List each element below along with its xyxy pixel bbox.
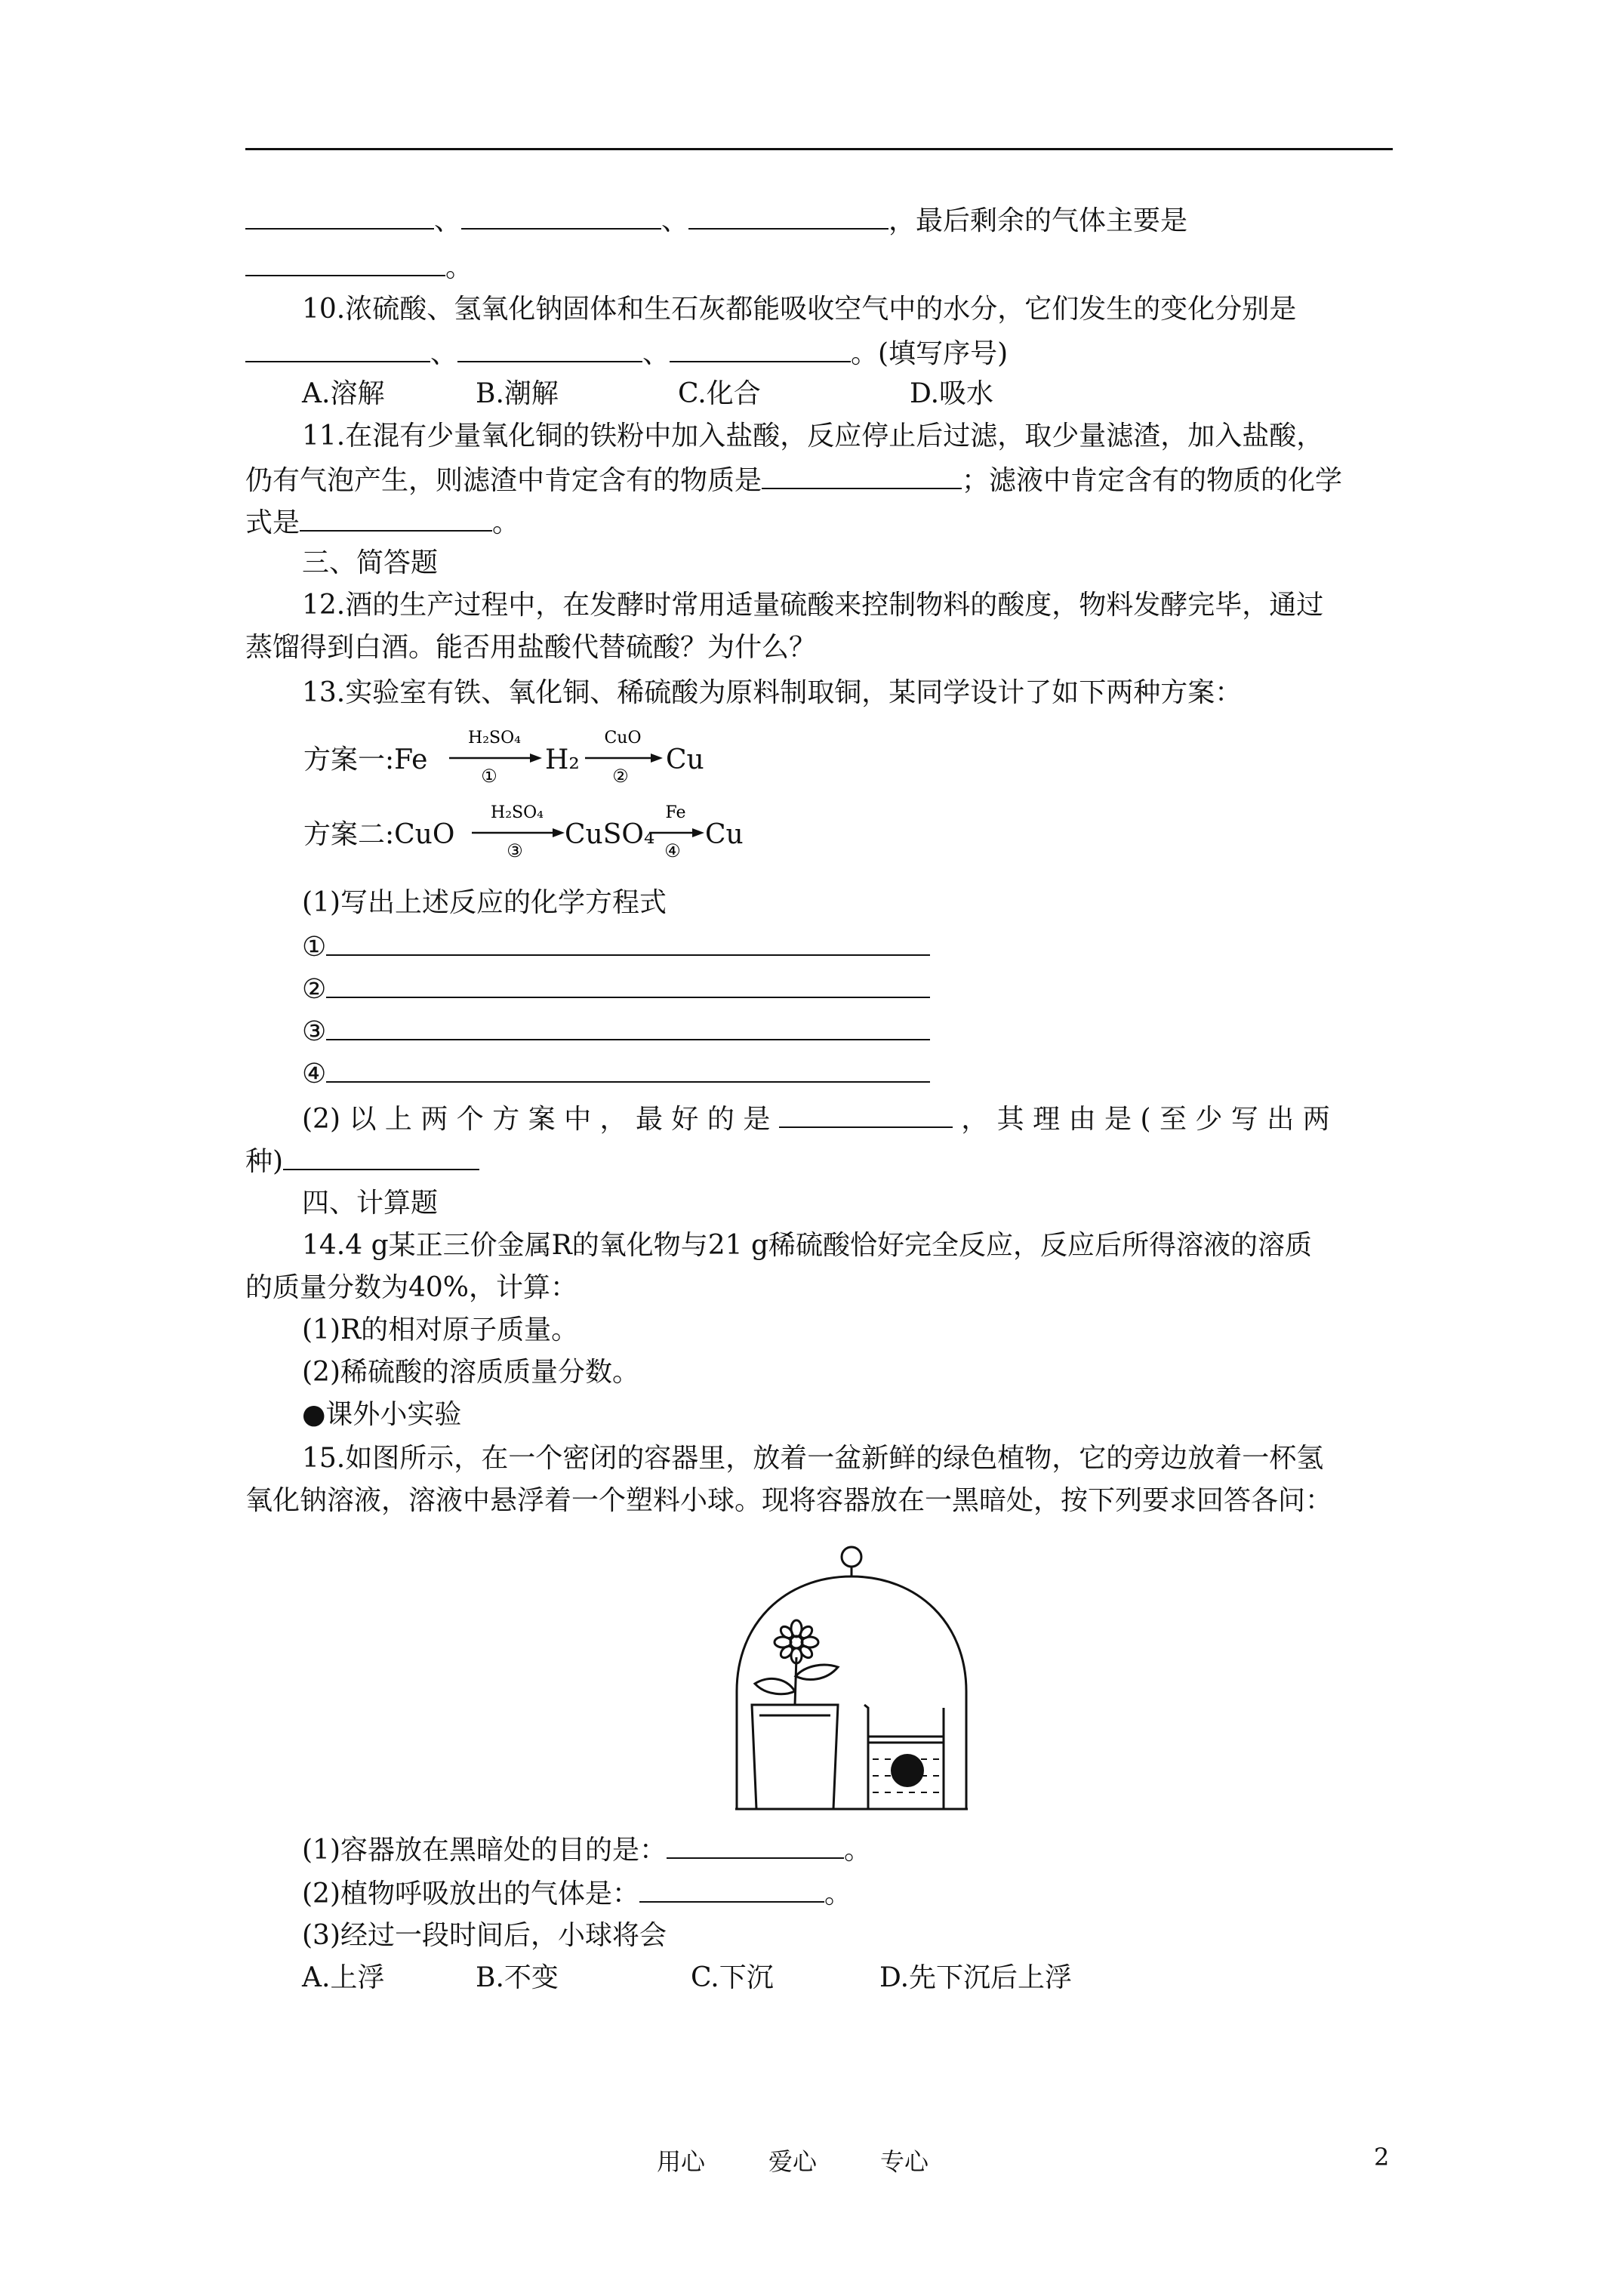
q13-line1: 13.实验室有铁、氧化铜、稀硫酸为原料制取铜，某同学设计了如下两种方案： <box>302 677 1243 708</box>
q13-sub1: (1)写出上述反应的化学方程式 <box>302 887 667 918</box>
q13-eq1: ① <box>302 929 930 964</box>
answer-blank[interactable] <box>779 1101 953 1128</box>
answer-blank[interactable] <box>688 202 888 230</box>
answer-line[interactable] <box>326 1013 930 1040</box>
q10-option-a: A.溶解 <box>302 378 385 409</box>
q15-line2: 氧化钠溶液，溶液中悬浮着一个塑料小球。现将容器放在一黑暗处，按下列要求回答各问： <box>245 1485 1333 1516</box>
q15-sub3: (3)经过一段时间后，小球将会 <box>302 1920 667 1951</box>
q10-blanks: 、 、 。(填写序号) <box>245 335 1008 371</box>
footer-item: 专心 <box>880 2147 929 2176</box>
answer-blank[interactable] <box>245 249 445 276</box>
svg-text:Fe: Fe <box>665 803 686 822</box>
q10-option-b: B.潮解 <box>476 378 559 409</box>
q11-line2: 仍有气泡产生，则滤渣中肯定含有的物质是 ；滤液中肯定含有的物质的化学 <box>245 462 1342 498</box>
q13-eq3: ③ <box>302 1013 930 1049</box>
answer-blank[interactable] <box>762 462 962 489</box>
q13-eq2: ② <box>302 971 930 1006</box>
q13-sub2-line2: 种) <box>245 1143 479 1179</box>
answer-blank[interactable] <box>461 202 661 230</box>
svg-text:②: ② <box>612 766 629 787</box>
footer-item: 爱心 <box>768 2147 818 2176</box>
header-rule <box>245 148 1393 150</box>
q15-sub1: (1)容器放在黑暗处的目的是： 。 <box>302 1832 871 1867</box>
answer-line[interactable] <box>326 1056 930 1083</box>
svg-text:H₂SO₄: H₂SO₄ <box>491 803 544 822</box>
answer-blank[interactable] <box>300 504 492 532</box>
q15-option-c: C.下沉 <box>691 1962 774 1993</box>
svg-text:③: ③ <box>507 840 523 861</box>
answer-line[interactable] <box>326 971 930 998</box>
q15-sub2: (2)植物呼吸放出的气体是： 。 <box>302 1875 852 1911</box>
q14-sub2: (2)稀硫酸的溶质质量分数。 <box>302 1357 639 1388</box>
answer-blank[interactable] <box>283 1143 479 1170</box>
answer-blank[interactable] <box>245 335 430 362</box>
q15-line1: 15.如图所示，在一个密闭的容器里，放着一盆新鲜的绿色植物，它的旁边放着一杯氢 <box>302 1443 1324 1474</box>
svg-text:CuO: CuO <box>604 729 642 747</box>
q12-line1: 12.酒的生产过程中，在发酵时常用适量硫酸来控制物料的酸度，物料发酵完毕，通过 <box>302 590 1324 621</box>
svg-text:④: ④ <box>664 840 681 861</box>
answer-blank[interactable] <box>245 202 434 230</box>
q15-option-d: D.先下沉后上浮 <box>879 1962 1073 1993</box>
answer-blank[interactable] <box>667 1832 844 1859</box>
section-heading-short-answer: 三、简答题 <box>302 547 439 578</box>
scheme2-arrow1 <box>468 801 566 861</box>
answer-line[interactable] <box>326 929 930 956</box>
scheme1-end: Cu <box>666 744 704 775</box>
q14-sub1: (1)R的相对原子质量。 <box>302 1314 579 1345</box>
q11-line3: 式是 。 <box>245 504 519 540</box>
q15-option-a: A.上浮 <box>302 1962 385 1993</box>
q14-line2: 的质量分数为40%，计算： <box>245 1272 578 1303</box>
q10-option-c: C.化合 <box>678 378 761 409</box>
prev-question-line2: 。 <box>245 249 473 285</box>
q14-line1: 14.4 g某正三价金属R的氧化物与21 g稀硫酸恰好完全反应，反应后所得溶液的溶质 <box>302 1230 1313 1261</box>
page-number: 2 <box>1374 2143 1390 2171</box>
svg-text:H₂SO₄: H₂SO₄ <box>468 729 521 747</box>
section-heading-calculation: 四、计算题 <box>302 1188 439 1219</box>
q10-text: 10.浓硫酸、氢氧化钠固体和生石灰都能吸收空气中的水分，它们发生的变化分别是 <box>302 294 1297 325</box>
q13-eq4: ④ <box>302 1056 930 1091</box>
answer-blank[interactable] <box>639 1875 824 1903</box>
extra-experiment-heading: ●课外小实验 <box>302 1399 462 1430</box>
scheme2-mid: CuSO₄ <box>565 819 655 850</box>
q11-line1: 11.在混有少量氧化铜的铁粉中加入盐酸，反应停止后过滤，取少量滤渣，加入盐酸， <box>302 421 1324 451</box>
scheme2-label: 方案二:CuO <box>303 819 455 850</box>
answer-blank[interactable] <box>457 335 642 362</box>
prev-question-line1: 、 、 ，最后剩余的气体主要是 <box>245 202 1187 238</box>
footer-item: 用心 <box>657 2147 706 2176</box>
q10-option-d: D.吸水 <box>910 378 994 409</box>
q15-option-b: B.不变 <box>476 1962 559 1993</box>
answer-blank[interactable] <box>670 335 851 362</box>
scheme1-arrow2 <box>581 726 664 787</box>
svg-text:①: ① <box>481 766 497 787</box>
scheme2-arrow2 <box>645 801 706 861</box>
scheme1-label: 方案一:Fe <box>303 744 428 775</box>
scheme1-mid: H₂ <box>545 744 580 775</box>
q13-sub2-line1: (2) 以 上 两 个 方 案 中 ， 最 好 的 是 ， 其 理 由 是 ( 至 少 写 出 两 <box>302 1101 1330 1136</box>
q12-line2: 蒸馏得到白酒。能否用盐酸代替硫酸？为什么？ <box>245 632 817 663</box>
scheme1-arrow1 <box>445 726 544 787</box>
scheme2-end: Cu <box>705 819 744 850</box>
bell-jar-illustration <box>725 1540 1027 1812</box>
